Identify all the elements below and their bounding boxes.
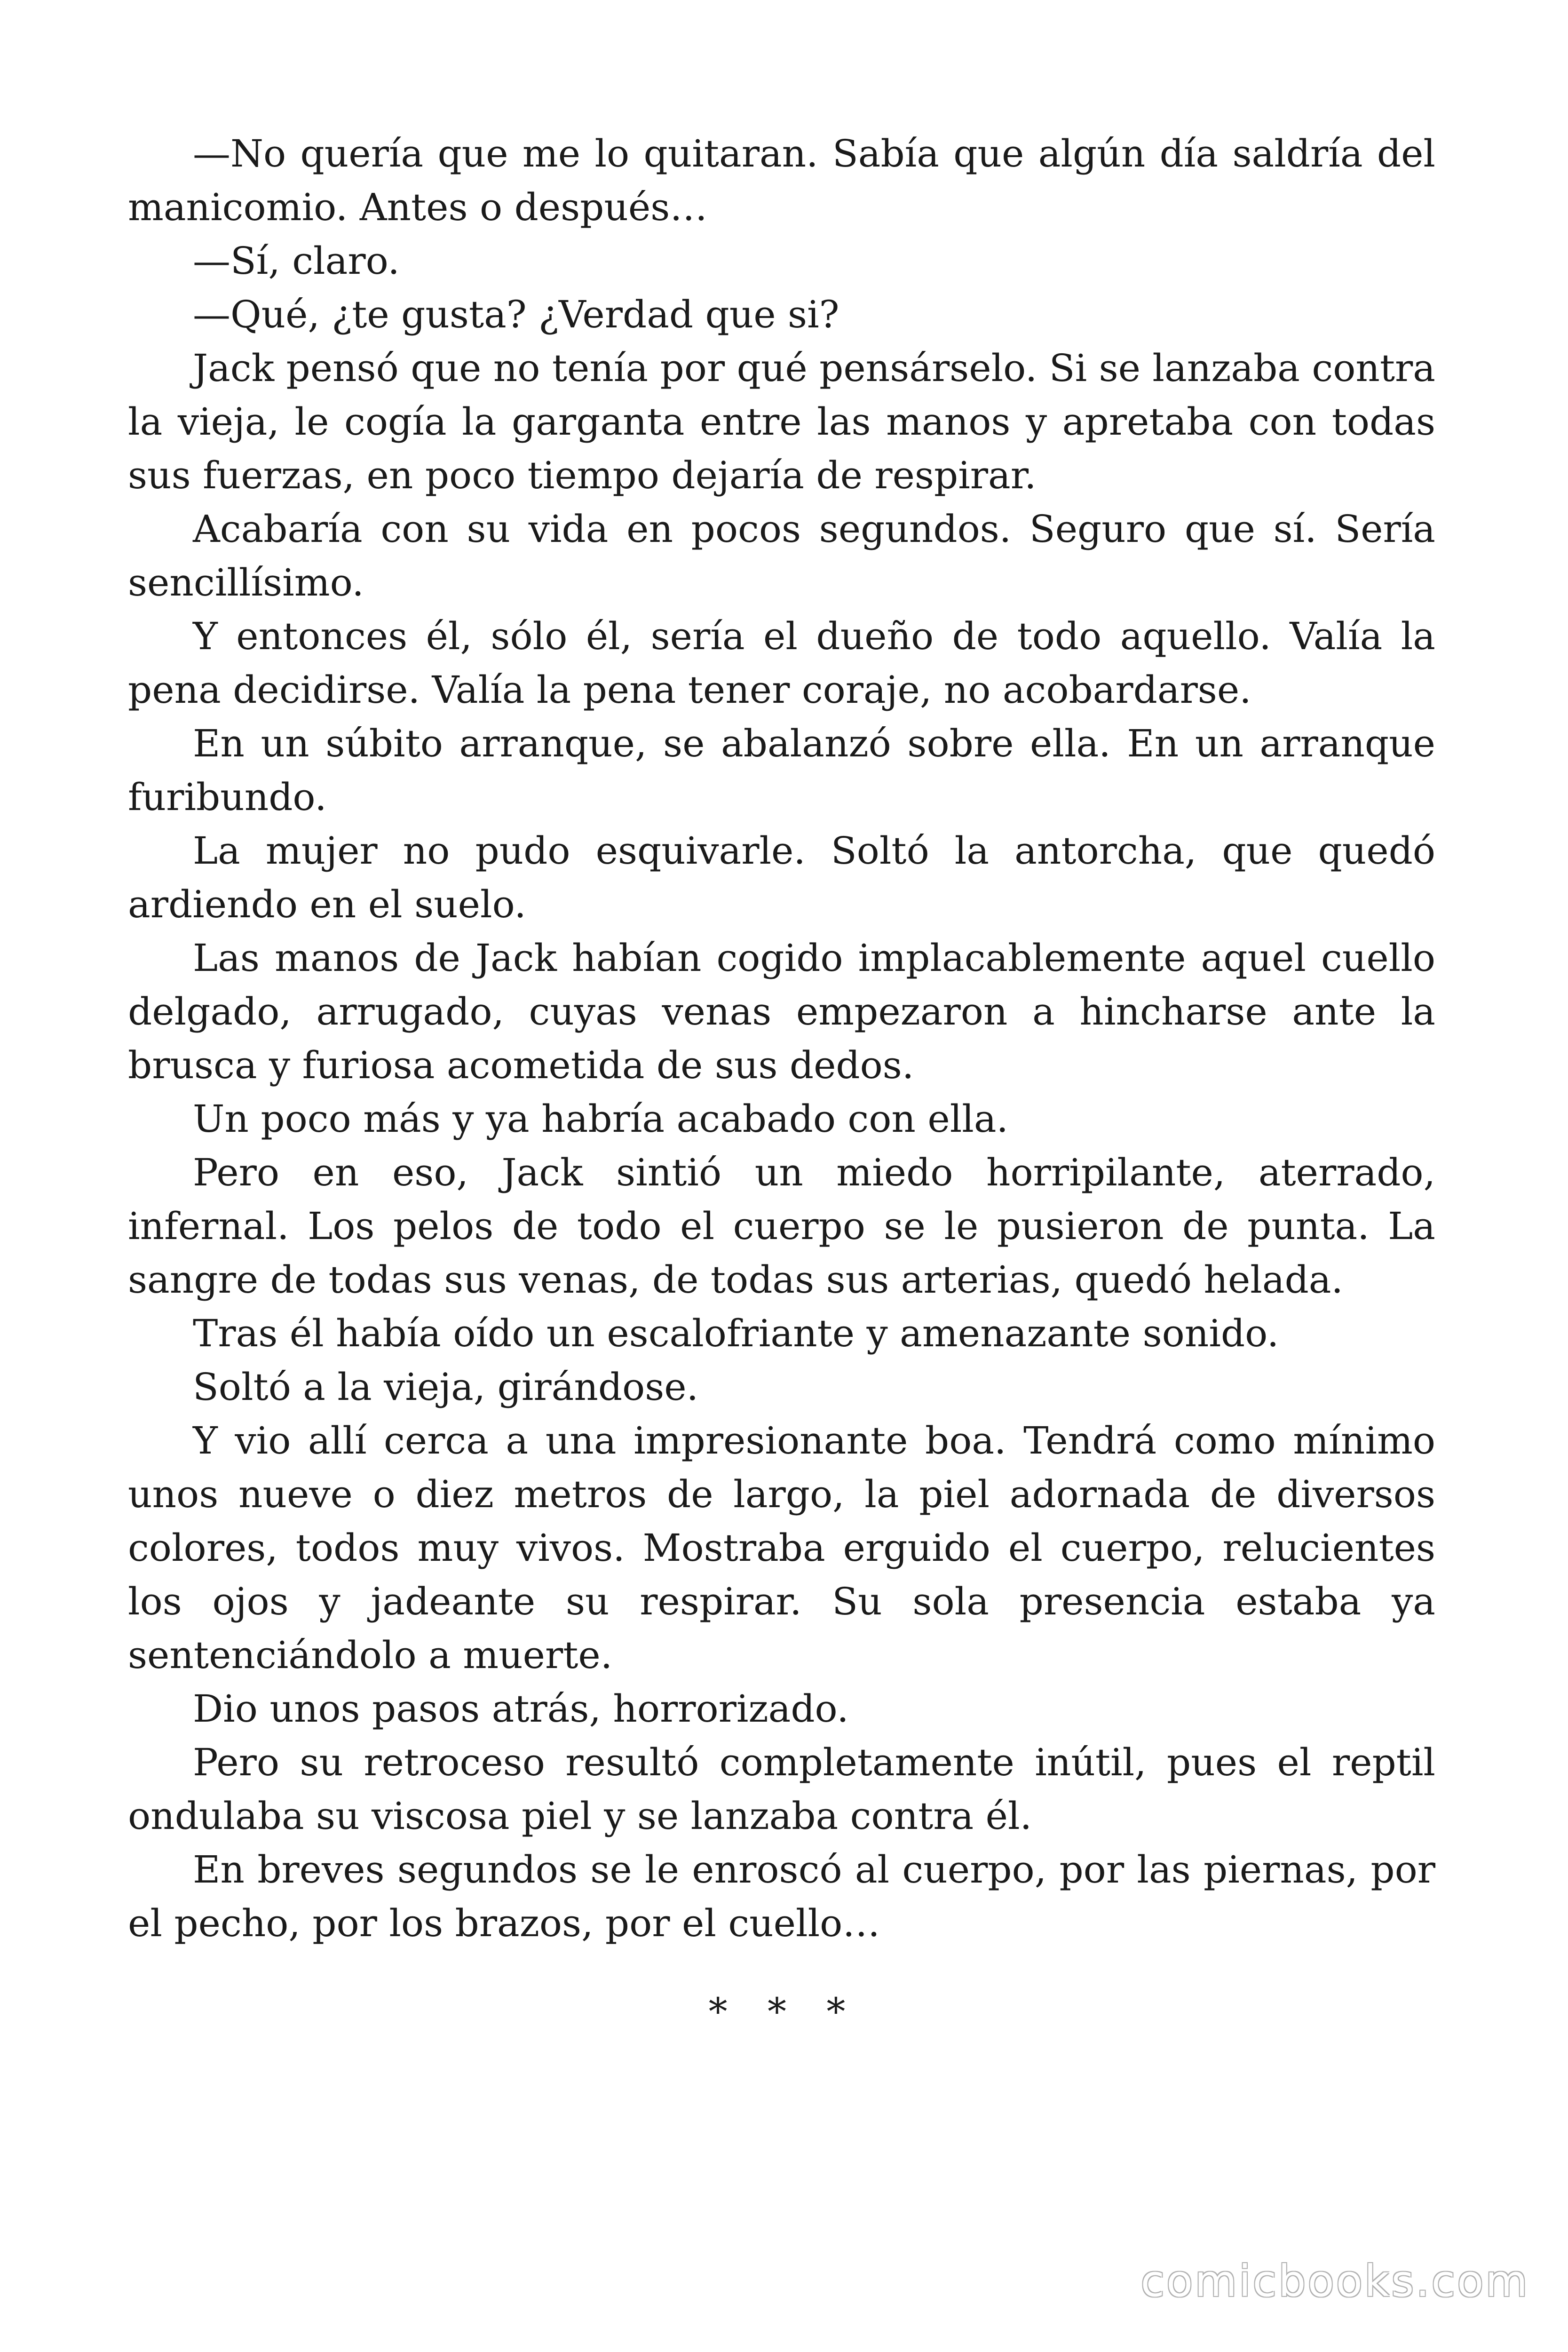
watermark: comicbooks.com — [1140, 2256, 1529, 2306]
paragraph: Dio unos pasos atrás, horrorizado. — [193, 1687, 849, 1731]
paragraph: En breves segundos se le enroscó al cuerpo, por las piernas, por el pecho, por los brazos, por el cuello… — [128, 1848, 1435, 1945]
paragraph: Las manos de Jack habían cogido implacablemente aquel cuello delgado, arrugado, cuyas venas empezaron a hincharse ante la brusca y furiosa acometida de sus dedos. — [128, 936, 1435, 1087]
paragraph: Y vio allí cerca a una impresionante boa. Tendrá como mínimo unos nueve o diez metros de largo, la piel adornada de diversos colores, todos muy vivos. Mostraba erguido el cuerpo, relucientes los ojos y jadeante su respirar. Su sola presencia estaba ya sentenciándolo a muerte. — [128, 1419, 1435, 1677]
paragraph: Y entonces él, sólo él, sería el dueño de todo aquello. Valía la pena decidirse. Valía la pena tener coraje, no acobardarse. — [128, 614, 1435, 712]
paragraph: La mujer no pudo esquivarle. Soltó la antorcha, que quedó ardiendo en el suelo. — [128, 829, 1435, 926]
paragraph: Tras él había oído un escalofriante y amenazante sonido. — [193, 1311, 1279, 1355]
paragraph: Un poco más y ya habría acabado con ella. — [193, 1097, 1008, 1141]
paragraph: En un súbito arranque, se abalanzó sobre ella. En un arranque furibundo. — [128, 722, 1435, 819]
paragraph: —Qué, ¿te gusta? ¿Verdad que si? — [193, 293, 839, 336]
paragraph: Pero en eso, Jack sintió un miedo horripilante, aterrado, infernal. Los pelos de todo el cuerpo se le pusieron de punta. La sangre de todas sus venas, de todas sus arterias, quedó helada. — [128, 1151, 1435, 1302]
paragraph: —No quería que me lo quitaran. Sabía que algún día saldría del manicomio. Antes o después… — [128, 132, 1435, 229]
paragraph: Soltó a la vieja, girándose. — [193, 1365, 699, 1409]
paragraph: Acabaría con su vida en pocos segundos. Seguro que sí. Sería sencillísimo. — [128, 507, 1435, 604]
paragraph: Jack pensó que no tenía por qué pensárselo. Si se lanzaba contra la vieja, le cogía la garganta entre las manos y apretaba con todas sus fuerzas, en poco tiempo dejaría de respirar. — [128, 346, 1435, 497]
page-text — [128, 127, 1435, 1950]
section-separator: * * * — [708, 1990, 860, 2034]
paragraph: Pero su retroceso resultó completamente inútil, pues el reptil ondulaba su viscosa piel y se lanzaba contra él. — [128, 1740, 1435, 1838]
paragraph: —Sí, claro. — [193, 239, 400, 283]
